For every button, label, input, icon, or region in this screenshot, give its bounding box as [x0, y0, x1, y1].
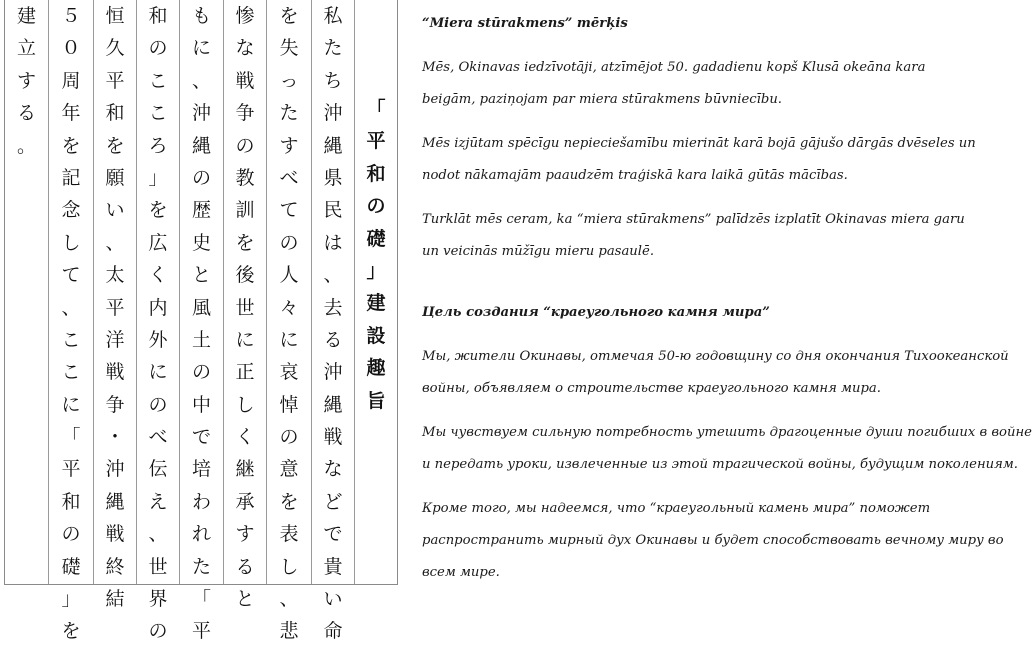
russian-paragraph-1-line-2: войны, объявляем о строительстве краеугольного камня мира.	[422, 381, 881, 396]
jp-char: こ	[148, 102, 168, 125]
jp-char: 土	[191, 328, 211, 351]
jp-char: 訓	[235, 199, 255, 222]
jp-char: く	[148, 264, 168, 287]
jp-char: ど	[323, 490, 343, 513]
jp-char: ち	[323, 69, 343, 92]
jp-char: 沖	[105, 458, 125, 481]
jp-column-5	[137, 0, 180, 643]
jp-char: 、	[191, 69, 211, 92]
jp-char: 私	[323, 5, 343, 27]
jp-char: 縄	[105, 490, 125, 513]
jp-char: 久	[105, 37, 125, 60]
jp-char: に	[61, 393, 81, 416]
jp-char: 世	[148, 555, 168, 578]
jp-char: を	[61, 620, 81, 643]
jp-char: の	[191, 361, 211, 384]
jp-char: 終	[105, 555, 125, 578]
russian-paragraph-1-line-1: Мы, жители Окинавы, отмечая 50-ю годовщину со дня окончания Тихоокеанской	[422, 349, 1009, 364]
jp-char: 念	[61, 199, 81, 222]
jp-char: 縄	[323, 134, 343, 157]
jp-char: 命	[323, 620, 343, 643]
jp-char: る	[323, 328, 343, 351]
jp-char: た	[323, 37, 343, 60]
jp-char: の	[148, 620, 168, 643]
jp-char: の	[148, 393, 168, 416]
jp-char: ろ	[148, 134, 168, 157]
russian-paragraph-2-line-2: и передать уроки, извлеченные из этой трагической войны, будущим поколениям.	[422, 457, 1018, 472]
jp-char: 和	[105, 102, 125, 125]
jp-char: 、	[148, 523, 168, 546]
jp-char: に	[191, 37, 211, 60]
jp-char: 失	[279, 37, 299, 60]
jp-char: し	[235, 393, 255, 416]
jp-char: す	[279, 134, 299, 157]
jp-char: 沖	[323, 361, 343, 384]
jp-char: 継	[235, 458, 255, 481]
jp-char: え	[148, 490, 168, 513]
jp-char: 平	[105, 296, 125, 319]
jp-char: ０	[61, 37, 81, 60]
jp-char: の	[279, 426, 299, 449]
jp-char: を	[148, 199, 168, 222]
jp-char: 哀	[279, 361, 299, 384]
jp-char: 願	[105, 166, 125, 189]
jp-char: 結	[105, 588, 125, 611]
latvian-paragraph-3-line-1: Turklāt mēs ceram, ka “miera stūrakmens” palīdzēs izplatīt Okinavas miera garu	[422, 212, 965, 227]
latvian-paragraph-1-line-1: Mēs, Okinavas iedzīvotāji, atzīmējot 50. gadadienu kopš Klusā okeāna kara	[422, 60, 926, 75]
jp-char: た	[279, 102, 299, 125]
jp-column-7	[49, 0, 94, 643]
jp-char: 内	[148, 296, 168, 319]
jp-char: す	[16, 69, 36, 92]
jp-char: 平	[105, 69, 125, 92]
jp-char: に	[279, 328, 299, 351]
jp-char: で	[191, 426, 211, 449]
jp-char: る	[235, 555, 255, 578]
jp-char: を	[279, 490, 299, 513]
jp-char: 縄	[323, 393, 343, 416]
jp-column-2	[267, 0, 312, 643]
jp-char: て	[61, 264, 81, 287]
jp-char: 建	[366, 292, 386, 315]
jp-char: 争	[105, 393, 125, 416]
jp-char: べ	[279, 166, 299, 189]
jp-char: 意	[279, 458, 299, 481]
jp-char: も	[191, 5, 211, 27]
jp-char: し	[279, 555, 299, 578]
latvian-paragraph-2-line-1: Mēs izjūtam spēcīgu nepieciešamību mierināt karā bojā gājušo dārgās dvēseles un	[422, 136, 976, 151]
jp-title-column	[355, 0, 397, 584]
jp-char: で	[323, 523, 343, 546]
jp-char: 後	[235, 264, 255, 287]
japanese-text-panel	[4, 0, 398, 643]
jp-column-8	[5, 0, 49, 584]
jp-char: 和	[61, 490, 81, 513]
jp-char: 伝	[148, 458, 168, 481]
jp-char: 、	[105, 231, 125, 254]
jp-char: 、	[61, 296, 81, 319]
jp-char: の	[148, 37, 168, 60]
jp-char: 争	[235, 102, 255, 125]
jp-char: 平	[61, 458, 81, 481]
jp-char: 周	[61, 69, 81, 92]
jp-char: 世	[235, 296, 255, 319]
jp-char: 去	[323, 296, 343, 319]
latvian-paragraph-1-line-2: beigām, paziņojam par miera stūrakmens būvniecību.	[422, 92, 783, 107]
jp-char: 戦	[105, 523, 125, 546]
jp-char: な	[323, 458, 343, 481]
jp-char: い	[105, 199, 125, 222]
jp-char: ・	[105, 426, 125, 449]
jp-char: の	[366, 195, 386, 218]
jp-char: 。	[16, 134, 36, 157]
jp-char: を	[279, 5, 299, 27]
jp-char: る	[16, 102, 36, 125]
jp-char: こ	[61, 361, 81, 384]
jp-column-6	[94, 0, 137, 611]
jp-char: 「	[366, 98, 386, 120]
jp-char: 建	[16, 5, 36, 27]
jp-char: 、	[323, 264, 343, 287]
jp-char: の	[279, 231, 299, 254]
jp-char: 趣	[366, 357, 386, 380]
jp-char: 和	[366, 162, 386, 185]
jp-char: こ	[61, 328, 81, 351]
jp-char: の	[61, 523, 81, 546]
russian-paragraph-2-line-1: Мы чувствуем сильную потребность утешить драгоценные души погибших в войне	[422, 425, 1032, 440]
jp-char: 人	[279, 264, 299, 287]
jp-char: 沖	[191, 102, 211, 125]
jp-char: 恒	[105, 5, 125, 27]
jp-char: 悼	[279, 393, 299, 416]
jp-char: 教	[235, 166, 255, 189]
jp-column-4	[180, 0, 224, 643]
latvian-paragraph-2-line-2: nodot nākamajām paaudzēm traģiskā kara laikā gūtās mācības.	[422, 168, 848, 183]
jp-char: 戦	[323, 426, 343, 449]
jp-char: 戦	[105, 361, 125, 384]
jp-char: 中	[191, 393, 211, 416]
jp-char: っ	[279, 69, 299, 92]
jp-char: 史	[191, 231, 211, 254]
jp-char: 「	[191, 588, 211, 611]
jp-char: に	[148, 361, 168, 384]
jp-char: 歴	[191, 199, 211, 222]
jp-char: を	[61, 134, 81, 157]
jp-char: 「	[61, 426, 81, 449]
jp-char: 」	[61, 588, 81, 611]
jp-char: は	[323, 231, 343, 254]
jp-char: い	[323, 588, 343, 611]
latvian-paragraph-3-line-2: un veicinās mūžīgu mieru pasaulē.	[422, 244, 655, 259]
jp-char: て	[279, 199, 299, 222]
jp-char: 正	[235, 361, 255, 384]
jp-char: 県	[323, 166, 343, 189]
jp-char: 、	[279, 588, 299, 611]
jp-char: 沖	[323, 102, 343, 125]
jp-char: す	[235, 523, 255, 546]
russian-paragraph-3-line-1: Кроме того, мы надеемся, что “краеугольный камень мира” поможет	[422, 501, 931, 516]
jp-char: こ	[148, 69, 168, 92]
jp-char: 貴	[323, 555, 343, 578]
jp-char: 風	[191, 296, 211, 319]
jp-char: の	[191, 166, 211, 189]
jp-char: 記	[61, 166, 81, 189]
jp-char: 悲	[279, 620, 299, 643]
jp-char: べ	[148, 426, 168, 449]
russian-paragraph-3-line-2: распространить мирный дух Окинавы и будет способствовать вечному миру во	[422, 533, 1004, 548]
jp-char: と	[235, 588, 255, 611]
jp-char: 平	[366, 130, 386, 153]
jp-char: 礎	[366, 227, 386, 250]
jp-char: 外	[148, 328, 168, 351]
jp-char: 」	[148, 166, 168, 189]
jp-char: 洋	[105, 328, 125, 351]
jp-char: 縄	[191, 134, 211, 157]
jp-char: に	[235, 328, 255, 351]
jp-char: 和	[148, 5, 168, 27]
jp-char: 平	[191, 620, 211, 643]
jp-char: 設	[366, 324, 386, 347]
jp-column-3	[224, 0, 267, 611]
jp-char: 旨	[366, 389, 386, 412]
jp-char: 界	[148, 588, 168, 611]
jp-char: な	[235, 37, 255, 60]
jp-char: 惨	[235, 5, 255, 27]
jp-char: 民	[323, 199, 343, 222]
jp-char: 立	[16, 37, 36, 60]
russian-paragraph-3-line-3: всем мире.	[422, 565, 500, 580]
jp-char: た	[191, 555, 211, 578]
jp-char: 表	[279, 523, 299, 546]
jp-char: 戦	[235, 69, 255, 92]
jp-char: れ	[191, 523, 211, 546]
jp-char: わ	[191, 490, 211, 513]
jp-char: を	[105, 134, 125, 157]
jp-char: を	[235, 231, 255, 254]
jp-char: 」	[366, 259, 386, 282]
jp-char: と	[191, 264, 211, 287]
jp-char: ５	[61, 5, 81, 27]
jp-char: 培	[191, 458, 211, 481]
jp-char: の	[235, 134, 255, 157]
jp-char: く	[235, 426, 255, 449]
jp-char: 承	[235, 490, 255, 513]
jp-char: 々	[279, 296, 299, 319]
russian-heading: Цель создания “краеугольного камня мира”	[422, 305, 770, 320]
jp-char: 年	[61, 102, 81, 125]
jp-column-1	[312, 0, 355, 643]
jp-char: し	[61, 231, 81, 254]
jp-char: 太	[105, 264, 125, 287]
latvian-heading: “Miera stūrakmens” mērķis	[422, 16, 628, 31]
jp-char: 広	[148, 231, 168, 254]
jp-char: 礎	[61, 555, 81, 578]
